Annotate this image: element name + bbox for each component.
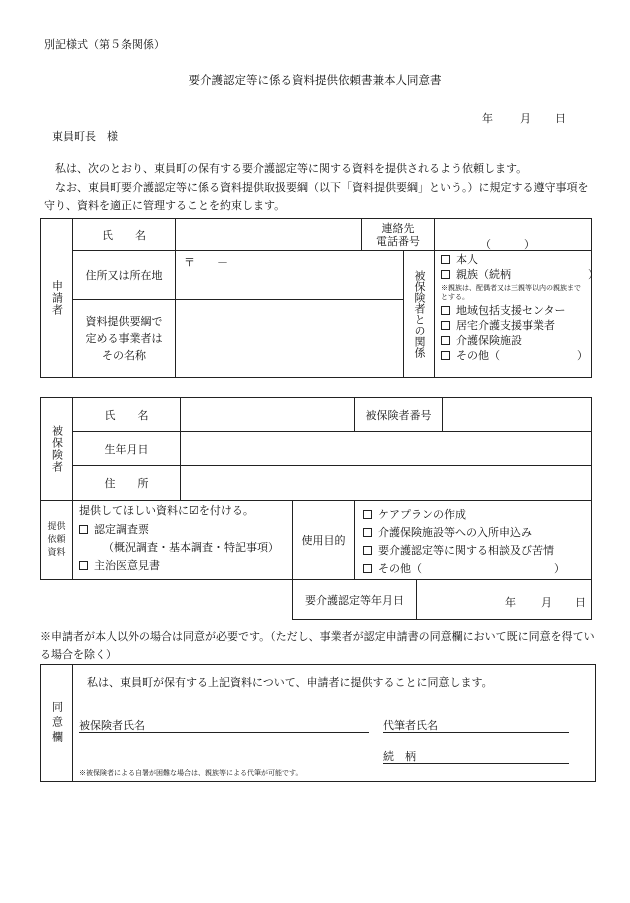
checkbox-icon[interactable]	[441, 321, 450, 330]
certification-year: 年	[505, 596, 516, 609]
certification-date-label: 要介護認定等年月日	[292, 579, 417, 620]
relative-note: ※親族は、配偶者又は三親等以内の親族までとする。	[441, 284, 581, 301]
applicant-address-label: 住所又は所在地	[72, 250, 176, 300]
insured-birth-field[interactable]	[180, 431, 592, 466]
checkbox-icon[interactable]	[363, 564, 372, 573]
certification-date-field[interactable]	[416, 579, 592, 620]
relation-label: 被保険者との関係	[403, 250, 435, 378]
insured-number-label: 被保険者番号	[354, 397, 443, 432]
insured-address-field[interactable]	[180, 465, 592, 501]
relationship-label: 続 柄	[383, 750, 416, 763]
certification-day: 日	[575, 596, 586, 609]
consent-box	[72, 664, 596, 782]
checkbox-icon[interactable]	[441, 255, 450, 264]
materials-instruction: 提供してほしい資料に☑を付ける。	[79, 504, 254, 517]
addressee: 東員町長 様	[52, 130, 118, 143]
purpose-label: 使用目的	[292, 500, 355, 580]
phone-area-paren: （ ）	[480, 238, 535, 251]
consent-required-note: ※申請者が本人以外の場合は同意が必要です。（ただし、事業者が認定申請書の同意欄において既に同意を得ている場合を除く）	[40, 630, 595, 661]
applicant-name-field[interactable]	[175, 218, 362, 251]
date-year: 年	[482, 112, 493, 125]
checkbox-icon[interactable]	[441, 306, 450, 315]
insured-signature-line[interactable]	[79, 732, 369, 733]
insured-name-field[interactable]	[180, 397, 355, 432]
relation-options	[434, 250, 599, 378]
checkbox-icon[interactable]	[363, 510, 372, 519]
intro-paragraph-2: なお、東員町要介護認定等に係る資料提供取扱要綱（以下「資料提供要綱」という。）に規定する遵守事項を守り、資料を適正に管理することを約束します。	[44, 181, 589, 212]
certification-month: 月	[541, 596, 552, 609]
applicant-section-label: 申請者	[40, 218, 73, 378]
consent-section-label: 同意欄	[40, 664, 73, 782]
date-month: 月	[520, 112, 531, 125]
checkbox-icon[interactable]	[79, 525, 88, 534]
survey-detail: （概況調査・基本調査・特記事項）	[103, 541, 279, 554]
proxy-signature-label: 代筆者氏名	[383, 719, 438, 732]
insured-signature-label: 被保険者氏名	[79, 719, 145, 732]
consent-footnote: ※被保険者による自署が困難な場合は、親族等による代筆が可能です。	[79, 769, 303, 777]
relation-option-relative[interactable]: 親族（続柄 ）	[441, 268, 599, 282]
purpose-option-care-plan[interactable]: ケアプランの作成	[363, 508, 466, 522]
materials-options	[72, 500, 293, 580]
relation-option-self[interactable]: 本人	[441, 253, 478, 267]
relation-option-facility[interactable]: 介護保険施設	[441, 334, 522, 348]
applicant-name-label: 氏 名	[72, 218, 176, 251]
checkbox-icon[interactable]	[363, 546, 372, 555]
relationship-line[interactable]	[383, 763, 569, 764]
checkbox-icon[interactable]	[441, 336, 450, 345]
insured-number-field[interactable]	[442, 397, 592, 432]
material-option-survey[interactable]: 認定調査票	[79, 523, 149, 537]
checkbox-icon[interactable]	[363, 528, 372, 537]
applicant-phone-field[interactable]	[434, 218, 592, 251]
materials-section-label: 提供依頼資料	[40, 500, 73, 580]
form-label: 別記様式（第５条関係）	[44, 38, 165, 51]
intro-paragraph-1: 私は、次のとおり、東員町の保有する要介護認定等に関する資料を提供されるよう依頼します。	[55, 162, 528, 175]
consent-statement: 私は、東員町が保有する上記資料について、申請者に提供することに同意します。	[87, 676, 493, 689]
checkbox-icon[interactable]	[441, 351, 450, 360]
purpose-option-other[interactable]: その他（ ）	[363, 562, 565, 576]
checkbox-icon[interactable]	[441, 270, 450, 279]
date-day: 日	[555, 112, 566, 125]
material-option-doctor-opinion[interactable]: 主治医意見書	[79, 559, 160, 573]
purpose-option-facility-entry[interactable]: 介護保険施設等への入所申込み	[363, 526, 532, 540]
relation-option-other[interactable]: その他（ ）	[441, 349, 588, 363]
applicant-business-field[interactable]	[175, 299, 404, 378]
relation-option-home-care[interactable]: 居宅介護支援事業者	[441, 319, 555, 333]
proxy-signature-line[interactable]	[383, 732, 569, 733]
page-title: 要介護認定等に係る資料提供依頼書兼本人同意書	[188, 73, 442, 87]
purpose-options	[354, 500, 592, 580]
insured-birth-label: 生年月日	[72, 431, 181, 466]
insured-section-label: 被保険者	[40, 397, 73, 501]
postal-mark: 〒 －	[184, 256, 228, 269]
relation-option-center[interactable]: 地域包括支援センター	[441, 304, 566, 318]
checkbox-icon[interactable]	[79, 561, 88, 570]
applicant-phone-label: 連絡先 電話番号	[361, 218, 435, 251]
applicant-address-field[interactable]	[175, 250, 404, 300]
insured-name-label: 氏 名	[72, 397, 181, 432]
insured-address-label: 住 所	[72, 465, 181, 501]
purpose-option-consultation[interactable]: 要介護認定等に関する相談及び苦情	[363, 544, 554, 558]
applicant-business-label: 資料提供要綱で定める事業者はその名称	[72, 299, 176, 378]
